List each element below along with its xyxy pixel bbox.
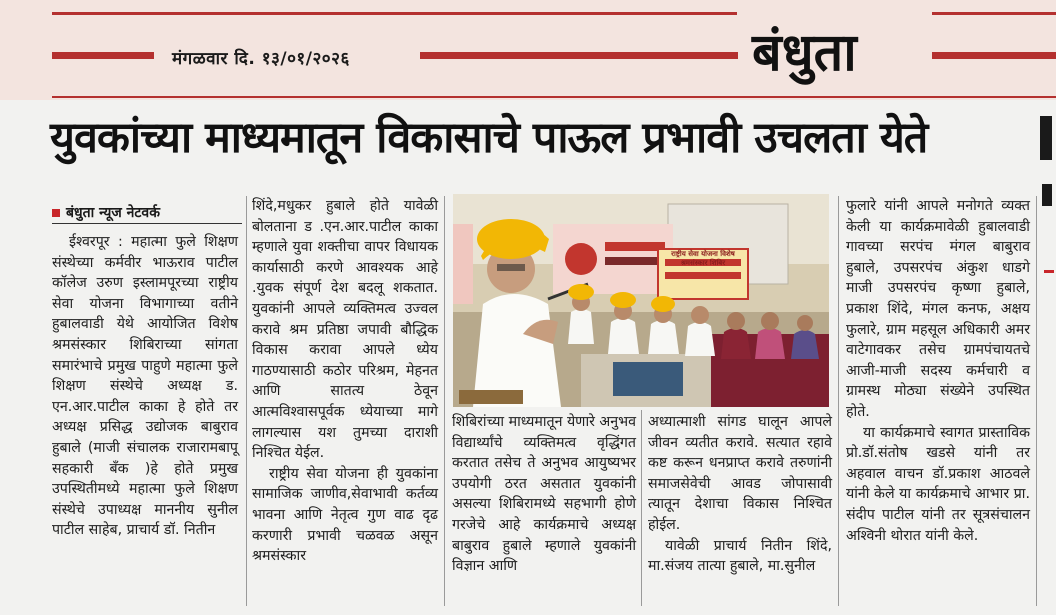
- header-band: [0, 0, 1056, 100]
- column-divider-2: [444, 196, 445, 606]
- article-column-2: [252, 196, 438, 567]
- article-column-3: [452, 412, 636, 577]
- header-rule-bottom: [52, 96, 1056, 98]
- column-divider-3: [641, 410, 642, 606]
- column-4-paragraph-2: यावेळी प्राचार्य नितीन शिंदे, मा.संजय तात्या हुबाले, मा.सुनील: [648, 537, 832, 575]
- adjacent-fragment-2: [1042, 184, 1052, 206]
- header-rule-top-left: [52, 12, 737, 15]
- adjacent-fragment-1: [1040, 116, 1052, 160]
- newspaper-title: बंधुता: [752, 23, 857, 83]
- header-rule-right: [932, 52, 1056, 59]
- article-column-1: [52, 232, 238, 541]
- header-rule-middle: [420, 52, 738, 59]
- byline-underline: [52, 223, 242, 224]
- byline-square-icon: [52, 209, 60, 217]
- column-4-paragraph-1: अध्यात्माशी सांगड घालून आपले जीवन व्यतीत करावे. सत्यात रहावे कष्ट करून धनप्राप्त करावे तरुणांनी समाजसेवेची आवड जोपासावी त्यातून देशाचा विकास निश्चित होईल.: [648, 414, 832, 533]
- issue-date: मंगळवार दि. १३/०१/२०२६: [172, 49, 350, 69]
- article-column-4: [648, 412, 832, 577]
- byline-text: बंधुता न्यूज नेटवर्क: [66, 205, 160, 221]
- column-2-paragraph-1: शिंदे,मधुकर हुबाले होते यावेळी बोलताना ड .एन.आर.पाटील काका म्हणाले युवा शक्तीचा वापर विधायक कार्यासाठी करणे आवश्यक आहे .युवक संपूर्ण देश बदलू शकतात. युवकांनी आपले व्यक्तिमत्व उज्वल करावे श्रम प्रतिष्ठा जपावी बौद्धिक विकास करावा आपले ध्येय गाठण्यासाठी कठोर परिश्रम, मेहनत आणि सातत्य ठेवून आत्मविश्वासपूर्वक ध्येयाच्या मागे लागल्यास यश तुमच्या दाराशी निश्चित येईल.: [252, 198, 438, 462]
- column-5-paragraph-1: फुलारे यांनी आपले मनोगते व्यक्त केली या कार्यक्रमावेळी हुबालवाडी गावच्या सरपंच मंगल बाबुराव हुबाले, उपसरपंच अंकुश धाडगे माजी उपसरपंच कृष्णा हुबाले, प्रकाश शिंदे, मंगल कनफ, अक्षय फुलारे, ग्राम महसूल अधिकारी अमर वाटेगावकर तसेच ग्रामपंचायतचे आजी-माजी सदस्य कर्मचारी व ग्रामस्थ मोठ्या संख्येने उपस्थित होते.: [846, 198, 1030, 420]
- column-2-paragraph-2: राष्ट्रीय सेवा योजना ही युवकांना सामाजिक जाणीव,सेवाभावी कर्तव्य भावना आणि नेतृत्व गुण वाढ दृढ करणारी प्रभावी चळवळ असून श्रमसंस्कार: [252, 465, 438, 565]
- header-rule-left: [52, 52, 154, 59]
- byline: [52, 203, 160, 222]
- article-headline: युवकांच्या माध्यमातून विकासाचे पाऊल प्रभावी उचलता येते: [50, 113, 928, 163]
- event-photo-svg: [453, 194, 829, 407]
- adjacent-fragment-3: [1044, 270, 1054, 273]
- article-column-5: [846, 196, 1030, 546]
- adjacent-article-edge: [1036, 100, 1056, 615]
- column-divider-1: [246, 196, 247, 606]
- event-photo: [453, 194, 829, 407]
- column-5-paragraph-2: या कार्यक्रमाचे स्वागत प्रास्ताविक प्रो.डॉ.संतोष खडसे यांनी तर अहवाल वाचन डॉ.प्रकाश आठवले यांनी केले या कार्यक्रमाचे आभार प्रा. संदीप पाटील यांनी तर सूत्रसंचालन अश्विनी थोरात यांनी केले.: [846, 424, 1030, 544]
- column-1-text: ईश्वरपूर : महात्मा फुले शिक्षण संस्थेच्या कर्मवीर भाऊराव पाटील कॉलेज उरुण इस्लामपूरच्या राष्ट्रीय सेवा योजना विभागाच्या वतीने हुबालवाडी येथे आयोजित विशेष श्रमसंस्कार शिबिराच्या सांगता समारंभाचे प्रमुख पाहुणे महात्मा फुले शिक्षण संस्थेचे अध्यक्ष ड. एन.आर.पाटील काका हे होते तर अध्यक्ष प्रसिद्ध उद्योजक बाबुराव हुबाले (माजी संचालक राजारामबापू सहकारी बँक )हे होते प्रमुख उपस्थितीमध्ये महात्मा फुले शिक्षण संस्थेचे उपाध्यक्ष माननीय सुनील पाटील साहेब, प्राचार्य डॉ. नितीन: [52, 234, 238, 539]
- column-3-text: शिबिरांच्या माध्यमातून येणारे अनुभव विद्यार्थ्यांचे व्यक्तिमत्व वृद्धिंगत करतात तसेच ते अनुभव आयुष्यभर उपयोगी ठरत असतात युवकांनी असल्या शिबिरामध्ये सहभागी होणे गरजेचे आहे कार्यक्रमाचे अध्यक्ष बाबुराव हुबाले म्हणाले युवकांनी विज्ञान आणि: [452, 414, 637, 575]
- column-divider-4: [838, 196, 839, 606]
- photo-banner-text: राष्ट्रीय सेवा योजना विशेष श्रमसंस्कार शिबिर: [671, 250, 735, 267]
- header-rule-top-right: [932, 12, 1056, 15]
